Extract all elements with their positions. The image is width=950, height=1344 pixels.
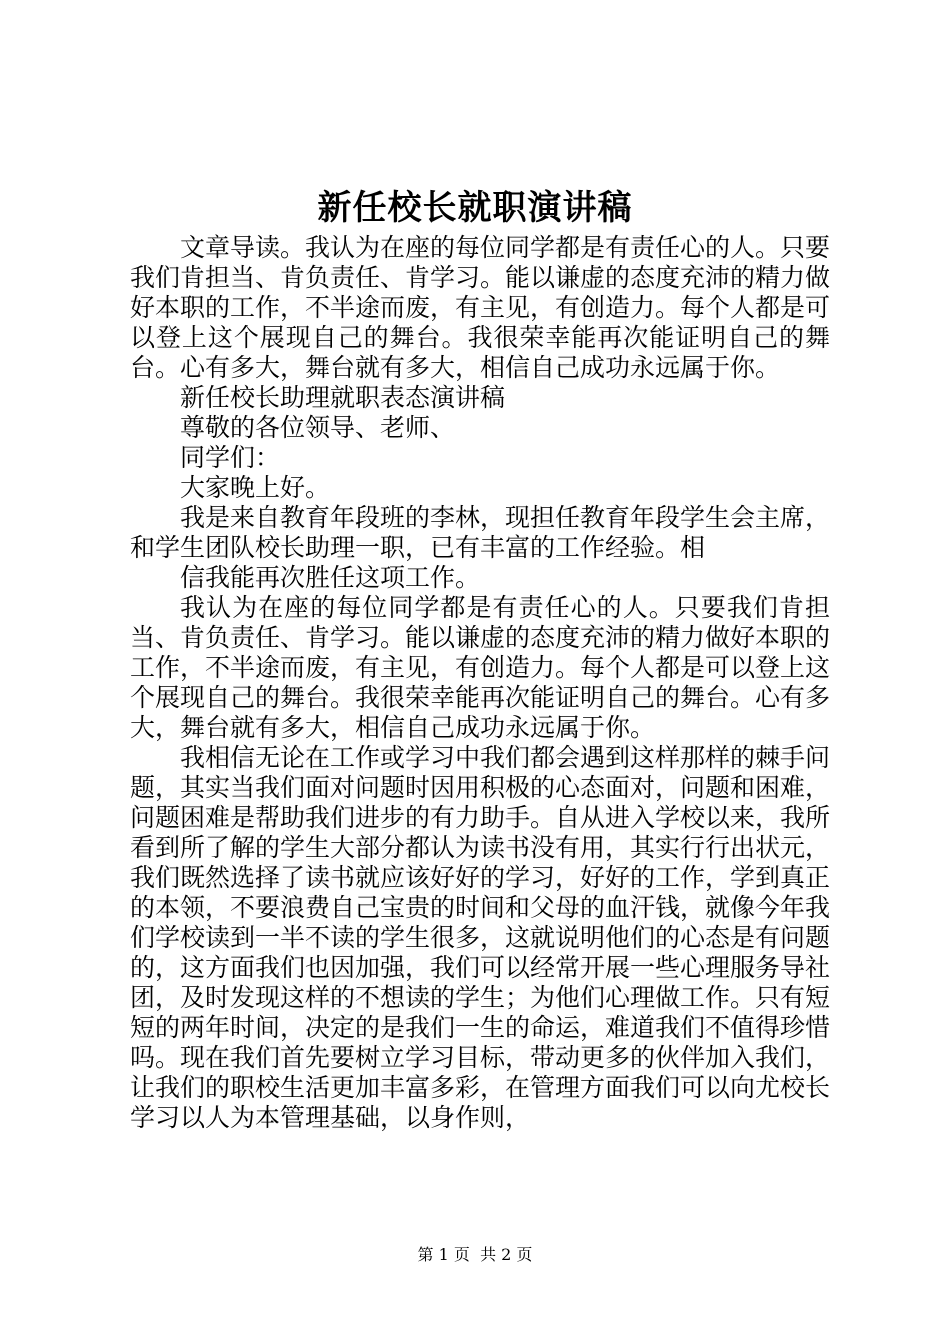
paragraph-belief: 我相信无论在工作或学习中我们都会遇到这样那样的棘手问题，其实当我们面对问题时因用积极的心态面对，问题和困难，问题困难是帮助我们进步的有力助手。自从进入学校以来，我所看到所了解的学生大部分都认为读书没有用，其实行行出状元，我们既然选择了读书就应该好好的学习，好好的工作，学到真正的本领，不要浪费自己宝贵的时间和父母的血汗钱，就像今年我们学校读到一半不读的学生很多，这就说明他们的心态是有问题的，这方面我们也因加强，我们可以经常开展一些心理服务导社团，及时发现这样的不想读的学生；为他们心理做工作。只有短短的两年时间，决定的是我们一生的命运，难道我们不值得珍惜吗。现在我们首先要树立学习目标，带动更多的伙伴加入我们，让我们的职校生活更加丰富多彩，在管理方面我们可以向尤校长学习以人为本管理基础，以身作则，	[130, 743, 831, 1132]
paragraph-greeting: 大家晚上好。	[180, 473, 331, 502]
document-title: 新任校长就职演讲稿	[317, 188, 633, 228]
paragraph-subtitle: 新任校长助理就职表态演讲稿	[180, 383, 506, 412]
paragraph-self-intro: 我是来自教育年段班的李林，现担任教育年段学生会主席，和学生团队校长助理一职，已有丰富的工作经验。相	[130, 503, 831, 562]
paragraph-self-intro-cont: 信我能再次胜任这项工作。	[180, 563, 481, 592]
paragraph-intro: 文章导读。我认为在座的每位同学都是有责任心的人。只要我们肯担当、肯负责任、肯学习。能以谦虚的态度充沛的精力做好本职的工作，不半途而废，有主见，有创造力。每个人都是可以登上这个展现自己的舞台。我很荣幸能再次能证明自己的舞台。心有多大，舞台就有多大，相信自己成功永远属于你。	[130, 233, 831, 382]
page-footer	[0, 1245, 950, 1265]
document-body	[130, 233, 830, 1133]
paragraph-responsibility: 我认为在座的每位同学都是有责任心的人。只要我们肯担当、肯负责任、肯学习。能以谦虚的态度充沛的精力做好本职的工作，不半途而废，有主见，有创造力。每个人都是可以登上这个展现自己的舞台。我很荣幸能再次能证明自己的舞台。心有多大，舞台就有多大，相信自己成功永远属于你。	[130, 593, 831, 742]
page-number-label: 第 1 页 共 2 页	[417, 1245, 533, 1264]
paragraph-salutation: 尊敬的各位领导、老师、	[180, 413, 456, 442]
paragraph-salutation-2: 同学们：	[180, 443, 281, 472]
